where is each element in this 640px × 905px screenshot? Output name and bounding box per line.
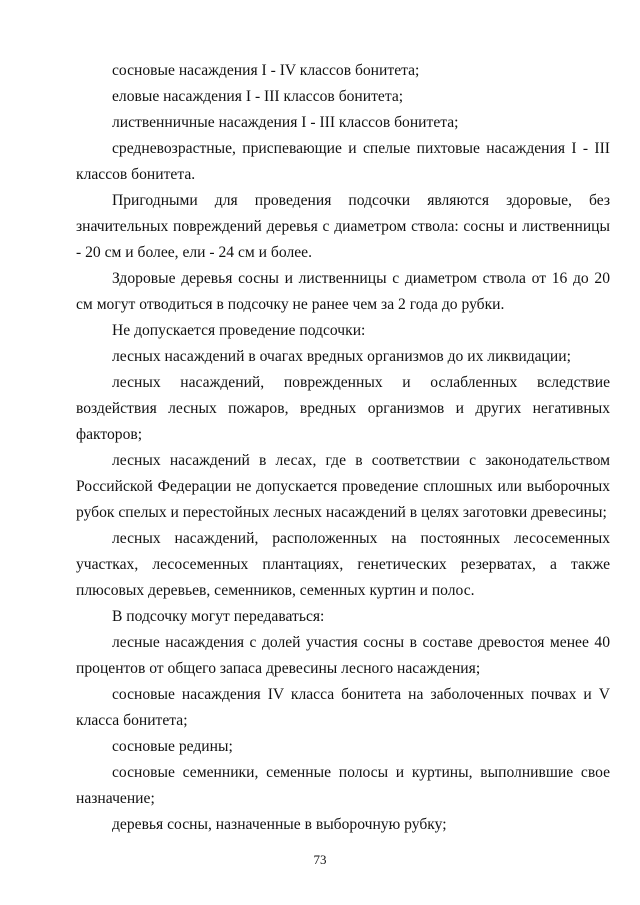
paragraph: деревья сосны, назначенные в выборочную рубку;: [112, 816, 447, 833]
paragraph: лесных насаждений в лесах, где в соответствии с законодательством Российской Федерации не допускается проведение сплошных или выборочных рубок спелых и перестойных лесных насаждений в целях заготовки древесины;: [76, 452, 610, 521]
paragraph: сосновые насаждения IV класса бонитета на заболоченных почвах и V класса бонитета;: [76, 686, 610, 729]
document-body: [76, 58, 610, 838]
paragraph: средневозрастные, приспевающие и спелые пихтовые насаждения I - III классов бонитета.: [76, 140, 610, 183]
paragraph: В подсочку могут передаваться:: [112, 608, 325, 625]
paragraph: лесных насаждений, расположенных на постоянных лесосеменных участках, лесосеменных плантациях, генетических резерватах, а также плюсовых деревьев, семенников, семенных куртин и полос.: [76, 530, 610, 599]
paragraph: лесных насаждений в очагах вредных организмов до их ликвидации;: [112, 348, 571, 365]
paragraph: лесных насаждений, поврежденных и ослабленных вследствие воздействия лесных пожаров, вредных организмов и других негативных факторов;: [76, 374, 610, 443]
paragraph: еловые насаждения I - III классов бонитета;: [112, 88, 404, 105]
paragraph: сосновые семенники, семенные полосы и куртины, выполнившие свое назначение;: [76, 764, 610, 807]
paragraph: Не допускается проведение подсочки:: [112, 322, 366, 339]
paragraph: лесные насаждения с долей участия сосны в составе древостоя менее 40 процентов от общего запаса древесины лесного насаждения;: [76, 634, 610, 677]
page-number: 73: [313, 852, 327, 867]
paragraph: сосновые насаждения I - IV классов бонитета;: [112, 62, 420, 79]
paragraph: сосновые редины;: [112, 738, 233, 755]
paragraph: Здоровые деревья сосны и лиственницы с диаметром ствола от 16 до 20 см могут отводиться в подсочку не ранее чем за 2 года до рубки.: [76, 270, 610, 313]
paragraph: лиственничные насаждения I - III классов бонитета;: [112, 114, 459, 131]
paragraph: Пригодными для проведения подсочки являются здоровые, без значительных повреждений деревья с диаметром ствола: сосны и лиственницы - 20 см и более, ели - 24 см и более.: [76, 192, 610, 261]
